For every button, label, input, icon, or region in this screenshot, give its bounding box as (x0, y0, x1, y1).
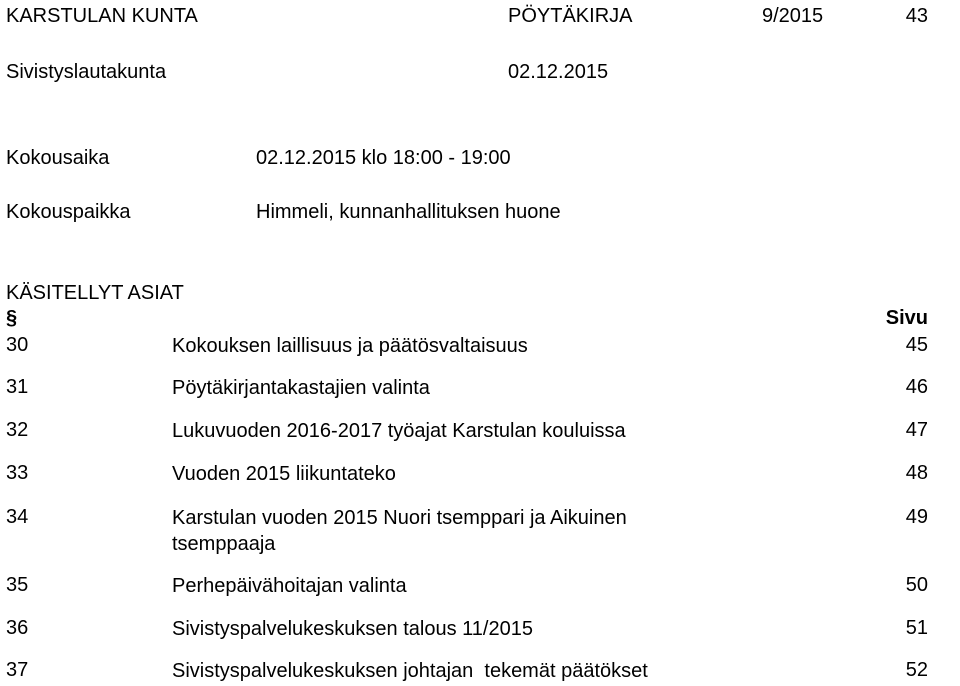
agenda-item-number: 32 (6, 419, 29, 441)
meeting-place-value: Himmeli, kunnanhallituksen huone (256, 201, 561, 223)
agenda-item-title: Sivistyspalvelukeskuksen johtajan tekemät päätökset (172, 660, 648, 682)
agenda-item-number: 30 (6, 334, 29, 356)
agenda-item-number: 35 (6, 574, 29, 596)
document-type: PÖYTÄKIRJA (508, 5, 633, 27)
section-symbol: § (6, 307, 18, 329)
agenda-item-page: 52 (905, 659, 928, 681)
meeting-date: 02.12.2015 (508, 61, 609, 83)
agenda-item-number: 37 (6, 659, 29, 681)
agenda-item-title: Pöytäkirjantakastajien valinta (172, 377, 430, 399)
agenda-item-page: 47 (905, 419, 928, 441)
agenda-item-page: 48 (905, 462, 928, 484)
meeting-time-label: Kokousaika (6, 147, 110, 169)
agenda-item-page: 45 (905, 334, 928, 356)
meeting-time-value: 02.12.2015 klo 18:00 - 19:00 (256, 147, 511, 169)
agenda-item-title: Sivistyspalvelukeskuksen talous 11/2015 (172, 618, 533, 640)
agenda-item-title: Karstulan vuoden 2015 Nuori tsemppari ja Aikuinen tsemppaaja (172, 507, 627, 555)
page-column-header: Sivu (885, 307, 928, 329)
agenda-heading: KÄSITELLYT ASIAT (6, 282, 184, 304)
agenda-item-number: 34 (6, 506, 29, 528)
agenda-item-number: 36 (6, 617, 29, 639)
organization-name: KARSTULAN KUNTA (6, 5, 198, 27)
agenda-item-number: 31 (6, 376, 29, 398)
agenda-item-number: 33 (6, 462, 29, 484)
document-number: 9/2015 (762, 5, 824, 27)
agenda-item-page: 50 (905, 574, 928, 596)
agenda-item-page: 51 (905, 617, 928, 639)
committee-name: Sivistyslautakunta (6, 61, 167, 83)
agenda-item-title: Lukuvuoden 2016-2017 työajat Karstulan kouluissa (172, 420, 626, 442)
agenda-item-page: 46 (905, 376, 928, 398)
agenda-item-title: Vuoden 2015 liikuntateko (172, 463, 396, 485)
page-number: 43 (905, 5, 928, 27)
agenda-item-page: 49 (905, 506, 928, 528)
meeting-place-label: Kokouspaikka (6, 201, 131, 223)
agenda-item-title: Kokouksen laillisuus ja päätösvaltaisuus (172, 335, 528, 357)
agenda-item-title: Perhepäivähoitajan valinta (172, 575, 407, 597)
